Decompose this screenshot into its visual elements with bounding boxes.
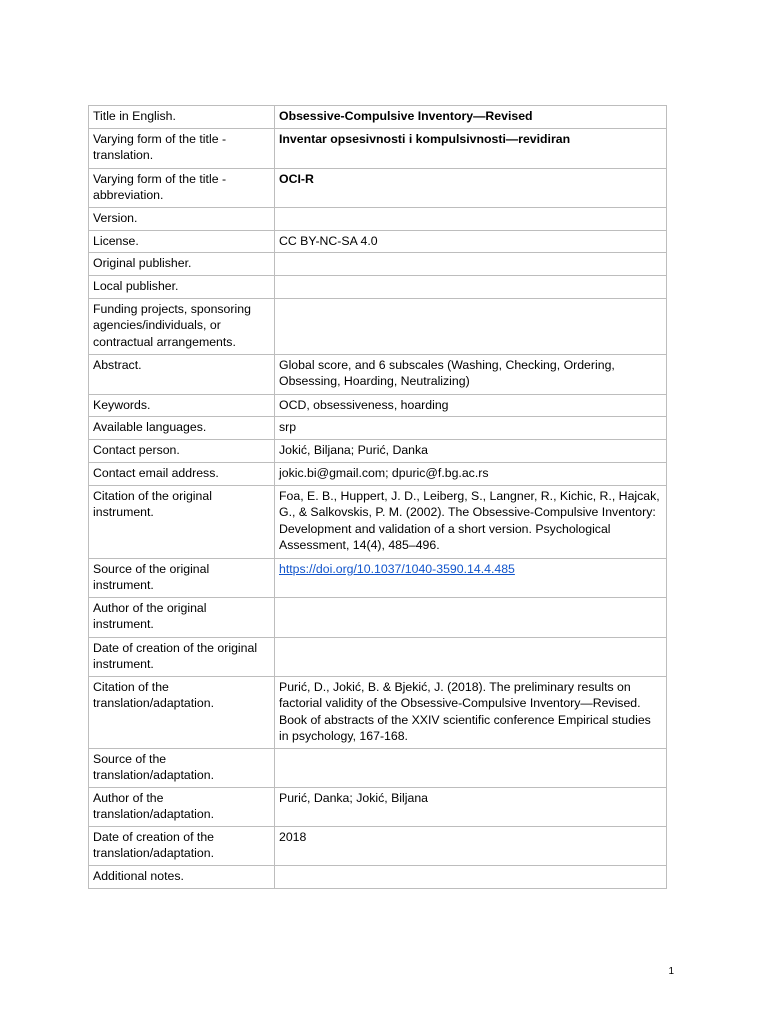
- field-label: Available languages.: [89, 417, 275, 440]
- table-row: [89, 485, 667, 558]
- field-value: CC BY-NC-SA 4.0: [275, 230, 667, 253]
- field-value: [275, 207, 667, 230]
- page-number: 1: [668, 966, 674, 977]
- field-label: Contact email address.: [89, 463, 275, 486]
- field-label: Source of the translation/adaptation.: [89, 748, 275, 787]
- field-label: Keywords.: [89, 394, 275, 417]
- field-label: Funding projects, sponsoring agencies/individuals, or contractual arrangements.: [89, 298, 275, 354]
- field-label: Source of the original instrument.: [89, 558, 275, 597]
- field-label: Additional notes.: [89, 865, 275, 888]
- field-value: Inventar opsesivnosti i kompulsivnosti—revidiran: [275, 128, 667, 168]
- field-label: Title in English.: [89, 106, 275, 129]
- field-label: Varying form of the title - translation.: [89, 128, 275, 168]
- field-value: srp: [275, 417, 667, 440]
- doi-link[interactable]: https://doi.org/10.1037/1040-3590.14.4.485: [279, 561, 515, 576]
- field-label: Local publisher.: [89, 276, 275, 299]
- table-row: [89, 865, 667, 888]
- field-value: [275, 253, 667, 276]
- field-value: Purić, Danka; Jokić, Biljana: [275, 787, 667, 826]
- field-label: Date of creation of the original instrument.: [89, 637, 275, 676]
- field-label: Varying form of the title - abbreviation.: [89, 168, 275, 207]
- field-value: Global score, and 6 subscales (Washing, Checking, Ordering, Obsessing, Hoarding, Neutralizing): [275, 354, 667, 394]
- field-value: [275, 558, 667, 597]
- metadata-table: [88, 105, 667, 889]
- field-value: [275, 865, 667, 888]
- field-value: OCI-R: [275, 168, 667, 207]
- field-label: Citation of the translation/adaptation.: [89, 676, 275, 748]
- field-label: Contact person.: [89, 440, 275, 463]
- field-label: Citation of the original instrument.: [89, 485, 275, 558]
- table-row: [89, 417, 667, 440]
- field-value: [275, 276, 667, 299]
- table-row: [89, 558, 667, 597]
- table-row: [89, 298, 667, 354]
- table-row: [89, 230, 667, 253]
- table-row: [89, 168, 667, 207]
- field-value: Purić, D., Jokić, B. & Bjekić, J. (2018). The preliminary results on factorial validity of the Obsessive-Compulsive Inventory—Revised. Book of abstracts of the XXIV scientific conference Empirical studies in psychology, 167-168.: [275, 676, 667, 748]
- field-value: 2018: [275, 826, 667, 865]
- table-row: [89, 354, 667, 394]
- field-value: Obsessive-Compulsive Inventory—Revised: [275, 106, 667, 129]
- table-row: [89, 253, 667, 276]
- field-value: OCD, obsessiveness, hoarding: [275, 394, 667, 417]
- field-value: Jokić, Biljana; Purić, Danka: [275, 440, 667, 463]
- table-row: [89, 597, 667, 637]
- field-label: Author of the original instrument.: [89, 597, 275, 637]
- table-row: [89, 787, 667, 826]
- field-value: [275, 637, 667, 676]
- table-row: [89, 676, 667, 748]
- field-label: Author of the translation/adaptation.: [89, 787, 275, 826]
- field-label: Abstract.: [89, 354, 275, 394]
- field-value: jokic.bi@gmail.com; dpuric@f.bg.ac.rs: [275, 463, 667, 486]
- table-row: [89, 440, 667, 463]
- field-label: Version.: [89, 207, 275, 230]
- field-value: Foa, E. B., Huppert, J. D., Leiberg, S., Langner, R., Kichic, R., Hajcak, G., & Salkovskis, P. M. (2002). The Obsessive-Compulsive Inventory: Development and validation of a short version. Psychological Assessment, 14(4), 485–496.: [275, 485, 667, 558]
- table-row: [89, 207, 667, 230]
- field-value: [275, 748, 667, 787]
- table-row: [89, 106, 667, 129]
- table-row: [89, 826, 667, 865]
- field-label: Original publisher.: [89, 253, 275, 276]
- table-row: [89, 128, 667, 168]
- field-value: [275, 597, 667, 637]
- field-label: License.: [89, 230, 275, 253]
- field-label: Date of creation of the translation/adaptation.: [89, 826, 275, 865]
- table-row: [89, 637, 667, 676]
- table-row: [89, 748, 667, 787]
- table-row: [89, 463, 667, 486]
- table-row: [89, 394, 667, 417]
- table-row: [89, 276, 667, 299]
- field-value: [275, 298, 667, 354]
